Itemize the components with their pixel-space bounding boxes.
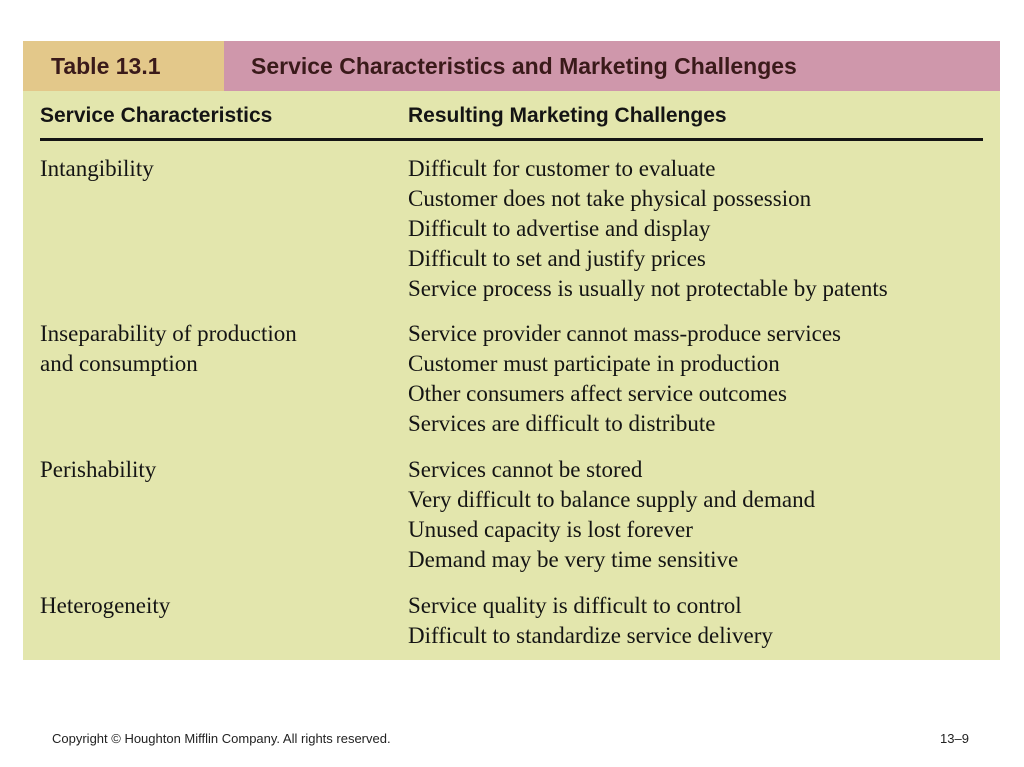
column-header-characteristics: Service Characteristics (40, 104, 273, 127)
challenge-item: Customer must participate in production (408, 351, 780, 376)
characteristic-label: Heterogeneity (40, 593, 171, 618)
table-title: Service Characteristics and Marketing Challenges (251, 53, 797, 79)
characteristic-label: and consumption (40, 351, 198, 376)
challenge-item: Difficult to standardize service delivery (408, 623, 773, 648)
challenge-item: Demand may be very time sensitive (408, 547, 739, 572)
challenge-item: Unused capacity is lost forever (408, 517, 693, 542)
challenge-item: Services cannot be stored (408, 457, 643, 482)
table-title-bar (23, 41, 1000, 91)
characteristic-label: Inseparability of production (40, 321, 297, 346)
characteristic-cell (40, 319, 380, 379)
challenges-cell (408, 154, 988, 304)
characteristic-cell (40, 591, 380, 621)
challenges-cell (408, 455, 988, 575)
characteristic-label: Intangibility (40, 156, 154, 181)
page-number: 13–9 (940, 731, 969, 746)
challenges-cell (408, 319, 988, 439)
challenge-item: Difficult to advertise and display (408, 216, 711, 241)
challenge-item: Service quality is difficult to control (408, 593, 742, 618)
service-characteristics-table (23, 41, 1000, 660)
challenge-item: Difficult to set and justify prices (408, 246, 706, 271)
challenge-item: Difficult for customer to evaluate (408, 156, 716, 181)
header-divider (40, 138, 983, 141)
challenge-item: Other consumers affect service outcomes (408, 381, 787, 406)
challenge-item: Very difficult to balance supply and demand (408, 487, 816, 512)
challenge-item: Customer does not take physical possession (408, 186, 812, 211)
characteristic-cell (40, 455, 380, 485)
challenges-cell (408, 591, 988, 651)
characteristic-label: Perishability (40, 457, 157, 482)
copyright-notice: Copyright © Houghton Mifflin Company. All rights reserved. (52, 731, 391, 746)
challenge-item: Service process is usually not protectable by patents (408, 276, 888, 301)
table-number: Table 13.1 (51, 53, 161, 79)
challenge-item: Services are difficult to distribute (408, 411, 716, 436)
challenge-item: Service provider cannot mass-produce services (408, 321, 842, 346)
column-header-challenges: Resulting Marketing Challenges (408, 104, 727, 127)
characteristic-cell (40, 154, 380, 184)
